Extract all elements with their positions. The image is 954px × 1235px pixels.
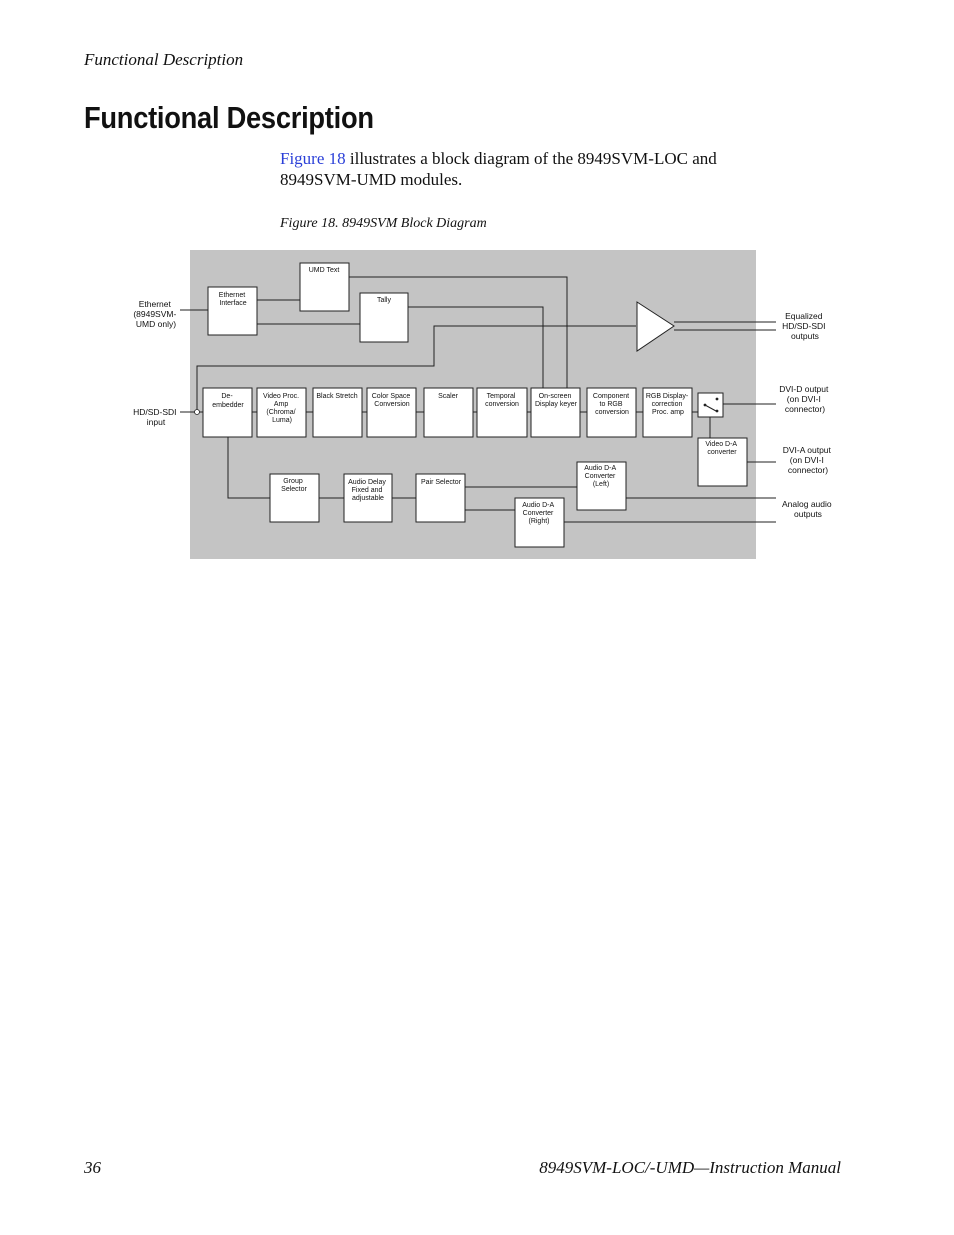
block-de-embedder: De- embedder xyxy=(212,393,244,409)
label-sdi-input: HD/SD-SDI input xyxy=(133,407,177,427)
label-ethernet: Ethernet (8949SVM- UMD only) xyxy=(133,299,177,329)
block-audio-da-right: Audio D-A Converter (Right) xyxy=(522,502,554,525)
running-head: Functional Description xyxy=(84,50,244,69)
input-connector-icon xyxy=(195,410,200,415)
block-scaler: Scaler xyxy=(438,393,458,400)
footer-title: 8949SVM-LOC/-UMD—Instruction Manual xyxy=(539,1158,841,1177)
block-color-space: Color Space Conversion xyxy=(371,393,411,408)
block-pair-selector: Pair Selector xyxy=(420,479,462,486)
label-dvi-a-output: DVI-A output (on DVI-I connector) xyxy=(782,445,831,475)
intro-paragraph xyxy=(280,148,780,190)
block-tally: Tally xyxy=(376,297,392,304)
block-audio-delay: Audio Delay Fixed and adjustable xyxy=(348,479,386,502)
figure-link[interactable]: Figure 18 xyxy=(280,149,346,168)
label-dvi-d-output: DVI-D output (on DVI-I connector) xyxy=(779,384,829,414)
page-title: Functional Description xyxy=(84,100,374,135)
block-rgb-display: RGB Display- correction Proc. amp xyxy=(645,393,689,416)
block-ethernet-interface: Ethernet Interface xyxy=(218,292,247,307)
page-number: 36 xyxy=(84,1158,101,1177)
block-temporal: Temporal conversion xyxy=(485,393,519,408)
block-video-da: Video D-A converter xyxy=(705,441,737,456)
block-video-proc-amp: Video Proc. Amp (Chroma/ Luma) xyxy=(262,393,300,424)
block-onscreen-keyer: On-screen Display keyer xyxy=(534,393,578,408)
block-diagram xyxy=(120,240,850,570)
intro-text: illustrates a block diagram of the 8949SVM-LOC and 8949SVM-UMD modules. xyxy=(280,149,717,189)
block-component-rgb: Component to RGB conversion xyxy=(592,393,630,416)
label-analog-audio: Analog audio outputs xyxy=(781,499,832,519)
block-umd-text: UMD Text xyxy=(308,267,340,274)
block-black-stretch: Black Stretch xyxy=(316,393,358,400)
label-equalized-outputs: Equalized HD/SD-SDI outputs xyxy=(782,311,826,341)
block-audio-da-left: Audio D-A Converter (Left) xyxy=(584,465,616,488)
block-group-selector: Group Selector xyxy=(281,478,307,493)
switch-icon xyxy=(698,393,723,417)
figure-caption: Figure 18. 8949SVM Block Diagram xyxy=(280,216,487,231)
